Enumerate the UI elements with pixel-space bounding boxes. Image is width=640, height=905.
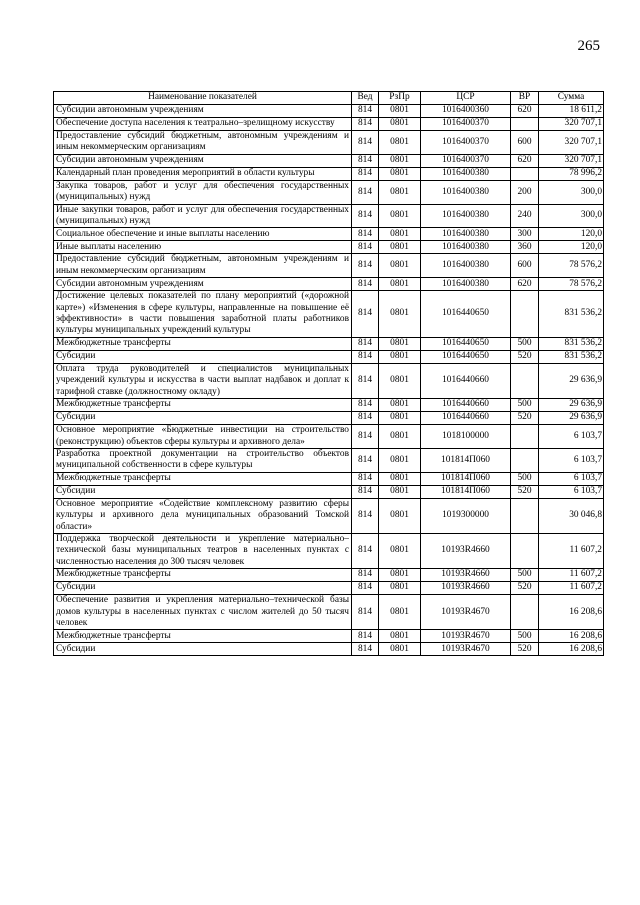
cell-sum: 16 208,6 — [539, 630, 604, 643]
cell-name: Иные выплаты населению — [54, 241, 352, 254]
cell-vr: 240 — [511, 204, 539, 228]
cell-rzpr: 0801 — [379, 582, 421, 595]
cell-rzpr: 0801 — [379, 131, 421, 155]
cell-csr: 1016440650 — [421, 350, 511, 363]
cell-name: Закупка товаров, работ и услуг для обеспечения государственных (муниципальных) нужд — [54, 180, 352, 204]
cell-name: Субсидии — [54, 412, 352, 425]
cell-csr: 1016400380 — [421, 167, 511, 180]
cell-name: Субсидии автономным учреждениям — [54, 154, 352, 167]
cell-csr: 1016400380 — [421, 254, 511, 278]
cell-vr: 620 — [511, 154, 539, 167]
cell-name: Предоставление субсидий бюджетным, автономным учреждениям и иным некоммерческим организациям — [54, 254, 352, 278]
table-row — [54, 569, 604, 582]
cell-rzpr: 0801 — [379, 154, 421, 167]
cell-ved: 814 — [352, 105, 379, 118]
cell-name: Субсидии — [54, 485, 352, 498]
cell-csr: 10193R4660 — [421, 569, 511, 582]
cell-rzpr: 0801 — [379, 167, 421, 180]
cell-ved: 814 — [352, 228, 379, 241]
cell-vr: 500 — [511, 399, 539, 412]
cell-rzpr: 0801 — [379, 485, 421, 498]
cell-rzpr: 0801 — [379, 228, 421, 241]
cell-rzpr: 0801 — [379, 595, 421, 630]
cell-sum: 6 103,7 — [539, 472, 604, 485]
cell-sum: 831 536,2 — [539, 350, 604, 363]
table-row — [54, 131, 604, 155]
cell-ved: 814 — [352, 337, 379, 350]
table-row — [54, 180, 604, 204]
table-row — [54, 412, 604, 425]
table-row — [54, 363, 604, 398]
cell-ved: 814 — [352, 412, 379, 425]
table-row — [54, 337, 604, 350]
table-row — [54, 533, 604, 568]
cell-ved: 814 — [352, 643, 379, 656]
budget-table — [53, 91, 604, 656]
cell-vr — [511, 448, 539, 472]
cell-sum: 320 707,1 — [539, 154, 604, 167]
cell-name: Обеспечение доступа населения к театрально–зрелищному искусству — [54, 118, 352, 131]
table-row — [54, 630, 604, 643]
table-row — [54, 228, 604, 241]
cell-sum: 6 103,7 — [539, 425, 604, 449]
cell-name: Межбюджетные трансферты — [54, 337, 352, 350]
table-row — [54, 399, 604, 412]
cell-csr: 1016400370 — [421, 118, 511, 131]
header-vr: ВР — [511, 92, 539, 105]
cell-vr: 500 — [511, 630, 539, 643]
cell-vr: 600 — [511, 131, 539, 155]
cell-sum: 78 576,2 — [539, 278, 604, 291]
cell-csr: 1016400380 — [421, 204, 511, 228]
cell-ved: 814 — [352, 595, 379, 630]
table-row — [54, 498, 604, 533]
cell-name: Основное мероприятие «Содействие комплексному развитию сферы культуры и архивного дела муниципальных образований Томской области» — [54, 498, 352, 533]
cell-rzpr: 0801 — [379, 643, 421, 656]
cell-csr: 1016440650 — [421, 337, 511, 350]
table-row — [54, 485, 604, 498]
cell-ved: 814 — [352, 630, 379, 643]
cell-name: Основное мероприятие «Бюджетные инвестиции на строительство (реконструкцию) объектов сферы культуры и архивного дела» — [54, 425, 352, 449]
cell-sum: 320 707,1 — [539, 131, 604, 155]
cell-sum: 320 707,1 — [539, 118, 604, 131]
cell-ved: 814 — [352, 278, 379, 291]
cell-vr: 500 — [511, 472, 539, 485]
cell-csr: 101814П060 — [421, 448, 511, 472]
header-csr: ЦСР — [421, 92, 511, 105]
cell-ved: 814 — [352, 485, 379, 498]
cell-rzpr: 0801 — [379, 278, 421, 291]
cell-rzpr: 0801 — [379, 118, 421, 131]
header-rzpr: РзПр — [379, 92, 421, 105]
cell-name: Социальное обеспечение и иные выплаты населению — [54, 228, 352, 241]
cell-vr — [511, 291, 539, 338]
cell-sum: 16 208,6 — [539, 643, 604, 656]
cell-sum: 11 607,2 — [539, 582, 604, 595]
cell-name: Поддержка творческой деятельности и укрепление материально–технической базы муниципальных театров в населенных пунктах с численностью населения до 300 тысяч человек — [54, 533, 352, 568]
cell-ved: 814 — [352, 118, 379, 131]
table-row — [54, 254, 604, 278]
cell-vr — [511, 425, 539, 449]
cell-name: Межбюджетные трансферты — [54, 630, 352, 643]
cell-ved: 814 — [352, 498, 379, 533]
cell-ved: 814 — [352, 350, 379, 363]
cell-rzpr: 0801 — [379, 630, 421, 643]
cell-rzpr: 0801 — [379, 350, 421, 363]
cell-name: Иные закупки товаров, работ и услуг для обеспечения государственных (муниципальных) нужд — [54, 204, 352, 228]
cell-vr: 520 — [511, 485, 539, 498]
cell-vr: 520 — [511, 582, 539, 595]
cell-vr: 500 — [511, 569, 539, 582]
cell-csr: 10193R4660 — [421, 533, 511, 568]
cell-vr: 620 — [511, 105, 539, 118]
cell-rzpr: 0801 — [379, 472, 421, 485]
cell-csr: 10193R4670 — [421, 595, 511, 630]
cell-csr: 1016440660 — [421, 412, 511, 425]
cell-ved: 814 — [352, 291, 379, 338]
cell-rzpr: 0801 — [379, 448, 421, 472]
cell-vr: 520 — [511, 643, 539, 656]
table-row — [54, 425, 604, 449]
cell-rzpr: 0801 — [379, 363, 421, 398]
cell-csr: 1016400370 — [421, 154, 511, 167]
cell-sum: 11 607,2 — [539, 533, 604, 568]
cell-sum: 16 208,6 — [539, 595, 604, 630]
cell-rzpr: 0801 — [379, 204, 421, 228]
cell-rzpr: 0801 — [379, 425, 421, 449]
cell-name: Субсидии — [54, 350, 352, 363]
cell-csr: 1016400380 — [421, 241, 511, 254]
cell-vr — [511, 533, 539, 568]
cell-ved: 814 — [352, 582, 379, 595]
cell-csr: 1016400380 — [421, 228, 511, 241]
cell-ved: 814 — [352, 399, 379, 412]
cell-name: Оплата труда руководителей и специалистов муниципальных учреждений культуры и искусства в части выплат надбавок и доплат к тарифной ставке (должностному окладу) — [54, 363, 352, 398]
cell-name: Субсидии — [54, 582, 352, 595]
header-sum: Сумма — [539, 92, 604, 105]
cell-vr: 300 — [511, 228, 539, 241]
cell-ved: 814 — [352, 167, 379, 180]
cell-vr — [511, 498, 539, 533]
cell-vr: 520 — [511, 412, 539, 425]
cell-vr: 520 — [511, 350, 539, 363]
cell-rzpr: 0801 — [379, 569, 421, 582]
cell-rzpr: 0801 — [379, 291, 421, 338]
cell-csr: 1019300000 — [421, 498, 511, 533]
cell-csr: 1016440650 — [421, 291, 511, 338]
table-row — [54, 241, 604, 254]
cell-vr — [511, 118, 539, 131]
cell-rzpr: 0801 — [379, 241, 421, 254]
cell-sum: 831 536,2 — [539, 337, 604, 350]
cell-ved: 814 — [352, 425, 379, 449]
cell-sum: 300,0 — [539, 204, 604, 228]
cell-ved: 814 — [352, 241, 379, 254]
cell-rzpr: 0801 — [379, 337, 421, 350]
cell-ved: 814 — [352, 472, 379, 485]
table-row — [54, 643, 604, 656]
cell-name: Обеспечение развития и укрепления материально–технической базы домов культуры в населенных пунктах с числом жителей до 50 тысяч человек — [54, 595, 352, 630]
cell-name: Субсидии автономным учреждениям — [54, 278, 352, 291]
cell-sum: 29 636,9 — [539, 412, 604, 425]
cell-ved: 814 — [352, 363, 379, 398]
cell-csr: 10193R4670 — [421, 630, 511, 643]
cell-name: Межбюджетные трансферты — [54, 472, 352, 485]
cell-sum: 78 996,2 — [539, 167, 604, 180]
cell-name: Межбюджетные трансферты — [54, 399, 352, 412]
cell-vr: 200 — [511, 180, 539, 204]
cell-sum: 120,0 — [539, 241, 604, 254]
cell-csr: 1016400380 — [421, 180, 511, 204]
cell-sum: 120,0 — [539, 228, 604, 241]
cell-ved: 814 — [352, 448, 379, 472]
cell-ved: 814 — [352, 180, 379, 204]
cell-name: Достижение целевых показателей по плану мероприятий («дорожной карте») «Изменения в сфере культуры, направленные на повышение её эффективности» в части повышения заработной платы работников культуры муниципальных учреждений культуры — [54, 291, 352, 338]
cell-rzpr: 0801 — [379, 180, 421, 204]
table-row — [54, 448, 604, 472]
cell-vr: 500 — [511, 337, 539, 350]
cell-rzpr: 0801 — [379, 412, 421, 425]
cell-csr: 1018100000 — [421, 425, 511, 449]
cell-ved: 814 — [352, 254, 379, 278]
cell-csr: 10193R4670 — [421, 643, 511, 656]
table-row — [54, 582, 604, 595]
table-row — [54, 167, 604, 180]
cell-name: Разработка проектной документации на строительство объектов муниципальной собственности в сфере культуры — [54, 448, 352, 472]
cell-sum: 11 607,2 — [539, 569, 604, 582]
cell-sum: 29 636,9 — [539, 363, 604, 398]
cell-rzpr: 0801 — [379, 533, 421, 568]
cell-vr: 600 — [511, 254, 539, 278]
cell-rzpr: 0801 — [379, 105, 421, 118]
cell-csr: 1016400380 — [421, 278, 511, 291]
cell-csr: 1016440660 — [421, 399, 511, 412]
cell-ved: 814 — [352, 204, 379, 228]
cell-csr: 1016400360 — [421, 105, 511, 118]
table-row — [54, 595, 604, 630]
cell-csr: 1016440660 — [421, 363, 511, 398]
cell-vr — [511, 363, 539, 398]
table-body — [54, 105, 604, 656]
cell-rzpr: 0801 — [379, 254, 421, 278]
table-header-row — [54, 92, 604, 105]
table-row — [54, 204, 604, 228]
cell-name: Субсидии автономным учреждениям — [54, 105, 352, 118]
cell-sum: 300,0 — [539, 180, 604, 204]
table-row — [54, 472, 604, 485]
cell-name: Предоставление субсидий бюджетным, автономным учреждениям и иным некоммерческим организациям — [54, 131, 352, 155]
cell-sum: 29 636,9 — [539, 399, 604, 412]
header-ved: Вед — [352, 92, 379, 105]
cell-csr: 101814П060 — [421, 485, 511, 498]
cell-name: Межбюджетные трансферты — [54, 569, 352, 582]
cell-name: Календарный план проведения мероприятий в области культуры — [54, 167, 352, 180]
cell-csr: 10193R4660 — [421, 582, 511, 595]
cell-ved: 814 — [352, 131, 379, 155]
table-row — [54, 105, 604, 118]
cell-sum: 6 103,7 — [539, 448, 604, 472]
cell-name: Субсидии — [54, 643, 352, 656]
table-row — [54, 118, 604, 131]
cell-rzpr: 0801 — [379, 399, 421, 412]
cell-ved: 814 — [352, 533, 379, 568]
cell-csr: 101814П060 — [421, 472, 511, 485]
table-row — [54, 278, 604, 291]
cell-rzpr: 0801 — [379, 498, 421, 533]
cell-sum: 30 046,8 — [539, 498, 604, 533]
cell-vr — [511, 595, 539, 630]
table-row — [54, 154, 604, 167]
cell-ved: 814 — [352, 154, 379, 167]
cell-vr: 360 — [511, 241, 539, 254]
cell-sum: 78 576,2 — [539, 254, 604, 278]
cell-sum: 18 611,2 — [539, 105, 604, 118]
table-row — [54, 291, 604, 338]
cell-ved: 814 — [352, 569, 379, 582]
cell-sum: 831 536,2 — [539, 291, 604, 338]
cell-csr: 1016400370 — [421, 131, 511, 155]
page-number: 265 — [577, 38, 600, 54]
table-row — [54, 350, 604, 363]
cell-sum: 6 103,7 — [539, 485, 604, 498]
cell-vr — [511, 167, 539, 180]
cell-vr: 620 — [511, 278, 539, 291]
header-name: Наименование показателей — [54, 92, 352, 105]
